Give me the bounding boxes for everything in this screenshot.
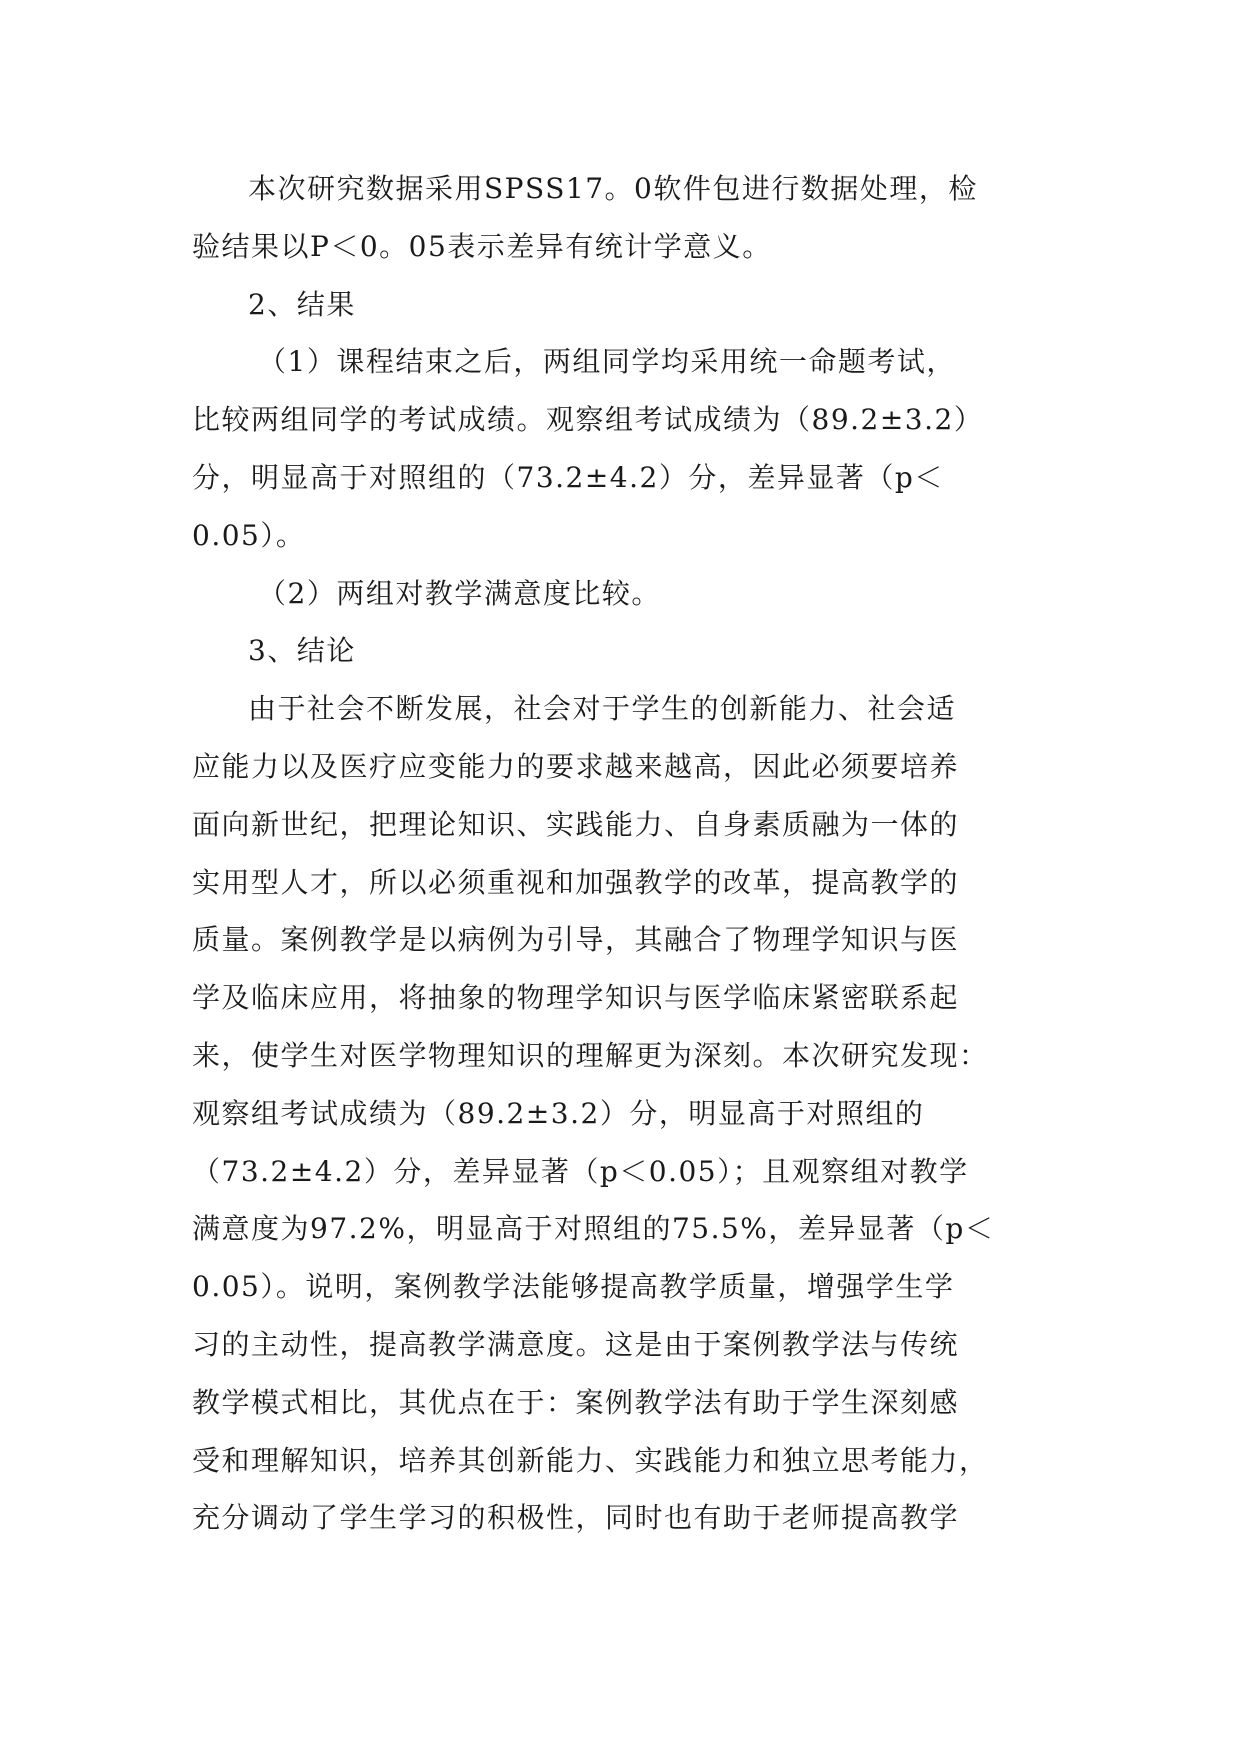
paragraph-line: 0.05）。说明，案例教学法能够提高教学质量，增强学生学 xyxy=(192,1270,955,1304)
paragraph-line: 实用型人才，所以必须重视和加强教学的改革，提高教学的 xyxy=(192,865,960,899)
document-body xyxy=(192,160,1052,1547)
paragraph-line: 习的主动性，提高教学满意度。这是由于案例教学法与传统 xyxy=(192,1327,960,1361)
paragraph-line: 满意度为97.2%，明显高于对照组的75.5%，差异显著（p＜ xyxy=(192,1212,995,1246)
paragraph-line: 面向新世纪，把理论知识、实践能力、自身素质融为一体的 xyxy=(192,807,960,841)
paragraph-line: 应能力以及医疗应变能力的要求越来越高，因此必须要培养 xyxy=(192,749,960,783)
paragraph-line: 分，明显高于对照组的（73.2±4.2）分，差异显著（p＜ xyxy=(192,460,944,494)
paragraph-line: 受和理解知识，培养其创新能力、实践能力和独立思考能力， xyxy=(192,1443,989,1477)
paragraph-line: （73.2±4.2）分，差异显著（p＜0.05）；且观察组对教学 xyxy=(192,1154,969,1188)
section-heading: 2、结果 xyxy=(248,287,356,321)
paragraph-line: 观察组考试成绩为（89.2±3.2）分，明显高于对照组的 xyxy=(192,1096,925,1130)
section-heading: 3、结论 xyxy=(248,634,356,668)
paragraph-line: 教学模式相比，其优点在于：案例教学法有助于学生深刻感 xyxy=(192,1385,960,1419)
paragraph-line: 充分调动了学生学习的积极性，同时也有助于老师提高教学 xyxy=(192,1501,960,1535)
paragraph-line: 由于社会不断发展，社会对于学生的创新能力、社会适 xyxy=(248,692,957,726)
paragraph-line: 质量。案例教学是以病例为引导，其融合了物理学知识与医 xyxy=(192,923,960,957)
paragraph-line: 本次研究数据采用SPSS17。0软件包进行数据处理，检 xyxy=(248,172,978,205)
paragraph-line: 来，使学生对医学物理知识的理解更为深刻。本次研究发现： xyxy=(192,1038,989,1072)
paragraph-line: 学及临床应用，将抽象的物理学知识与医学临床紧密联系起 xyxy=(192,981,960,1015)
paragraph-line: 0.05）。 xyxy=(192,518,306,552)
paragraph-line: 比较两组同学的考试成绩。观察组考试成绩为（89.2±3.2） xyxy=(192,403,984,437)
paragraph-line: 验结果以P＜0。05表示差异有统计学意义。 xyxy=(192,229,772,263)
paragraph-line: （1）课程结束之后，两组同学均采用统一命题考试， xyxy=(258,345,956,379)
paragraph-line: （2）两组对教学满意度比较。 xyxy=(258,576,661,610)
